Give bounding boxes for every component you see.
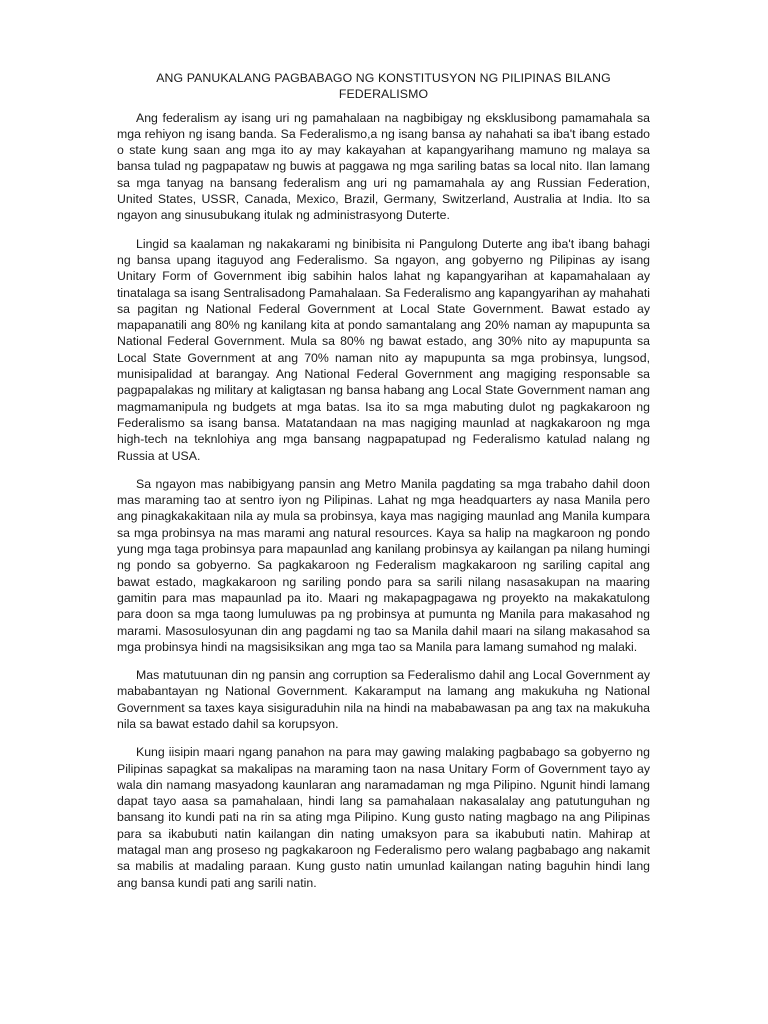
document-body xyxy=(117,70,650,903)
paragraph-4: Mas matutuunan din ng pansin ang corruption sa Federalismo dahil ang Local Government ay mababantayan ng National Government. Kakaramput na lamang ang makukuha ng National Government sa taxes kaya sisiguraduhin nila na hindi na mababawasan pa ang tax na makukuha nila sa bawat estado dahil sa korupsyon. xyxy=(117,668,650,731)
document-title: ANG PANUKALANG PAGBABAGO NG KONSTITUSYON NG PILIPINAS BILANG FEDERALISMO xyxy=(156,71,611,102)
paragraph-1: Ang federalism ay isang uri ng pamahalaan na nagbibigay ng eksklusibong pamamahala sa mga rehiyon ng isang banda. Sa Federalismo,a ng isang bansa ay nahahati sa iba't ibang estado o state kung saan ang mga ito ay may kakayahan at kapangyarihang mamuno ng malaya sa bansa tulad ng pagpapataw ng buwis at paggawa ng mga sariling batas sa local nito. Ilan lamang sa mga tanyag na bansang federalism ang uri ng pamamahala ay ang Russian Federation, United States, USSR, Canada, Mexico, Brazil, Germany, Switzerland, Australia at India. Ito sa ngayon ang sinusubukang itulak ng administrasyong Duterte. xyxy=(117,110,650,223)
paragraph-3: Sa ngayon mas nabibigyang pansin ang Metro Manila pagdating sa mga trabaho dahil doon mas maraming tao at sentro iyon ng Pilipinas. Lahat ng mga headquarters ay nasa Manila pero ang pinagkakakitaan nila ay mula sa probinsya, kaya mas nagiging maunlad ang Manila kumpara sa mga probinsya na mas marami ang natural resources. Kaya sa halip na magkaroon ng pondo yung mga taga probinsya para mapaunlad ang kanilang probinsya ay kailangan pa nilang humingi ng pondo sa gobyerno. Sa pagkakaroon ng Federalism magkakaroon ng sariling capital ang bawat estado, magkakaroon ng sariling pondo para sa sarili nilang nasasakupan na maaring gamitin para mas mapaunlad pa ito. Maari ng makapagpagawa ng proyekto na makakatulong para doon sa mga taong lumuluwas pa ng probinsya at pumunta ng Manila para makasahod ng marami. Masosulosyunan din ang pagdami ng tao sa Manila dahil maari na silang makasahod sa mga probinsya hindi na magsisiksikan ang mga tao sa Manila para lamang sumahod ng malaki. xyxy=(117,476,650,654)
paragraph-2: Lingid sa kaalaman ng nakakarami ng binibisita ni Pangulong Duterte ang iba't ibang bahagi ng bansa upang itaguyod ang Federalismo. Sa ngayon, ang gobyerno ng Pilipinas ay isang Unitary Form of Government ibig sabihin halos lahat ng kapangyarihan at kapamahalaan ay tinatalaga sa isang Sentralisadong Pamahalaan. Sa Federalismo ang kapangyarihan ay mahahati sa pagitan ng National Federal Government at Local State Government. Bawat estado ay mapapanatili ang 80% ng kanilang kita at pondo samantalang ang 20% naman ay mapupunta sa National Federal Government. Mula sa 80% ng bawat estado, ang 30% nito ay mapupunta sa Local State Government at ang 70% naman nito ay mapupunta sa mga probinsya, lungsod, munisipalidad at barangay. Ang National Federal Government ang magiging responsable sa pagpapalakas ng military at kaligtasan ng bansa habang ang Local State Government naman ang magmamanipula ng budgets at mga batas. Isa ito sa mga mabuting dulot ng pagkakaroon ng Federalismo sa isang bansa. Matatandaan na mas nagiging maunlad at nagkakaroon ng mga high-tech na teknlohiya ang mga bansang nagpapatupad ng Federalismo katulad nalang ng Russia at USA. xyxy=(117,236,650,463)
paragraph-5: Kung iisipin maari ngang panahon na para may gawing malaking pagbabago sa gobyerno ng Pilipinas sapagkat sa makalipas na maraming taon na nasa Unitary Form of Government tayo ay wala din namang masyadong kaunlaran ang naramadaman ng mga Pilipino. Ngunit hindi lamang dapat tayo aasa sa pamahalaan, hindi lang sa pamahalaan nakasalalay ang patutunguhan ng bansang ito kundi pati na rin sa ating mga Pilipino. Kung gusto nating magbago na ang Pilipinas para sa ikabubuti natin kailangan din nating umaksyon para sa ikabubuti natin. Mahirap at matagal man ang proseso ng pagkakaroon ng Federalismo pero walang pagbabago ang nakamit sa mabilis at madaling paraan. Kung gusto natin umunlad kailangan nating baguhin hindi lang ang bansa kundi pati ang sarili natin. xyxy=(117,745,650,890)
